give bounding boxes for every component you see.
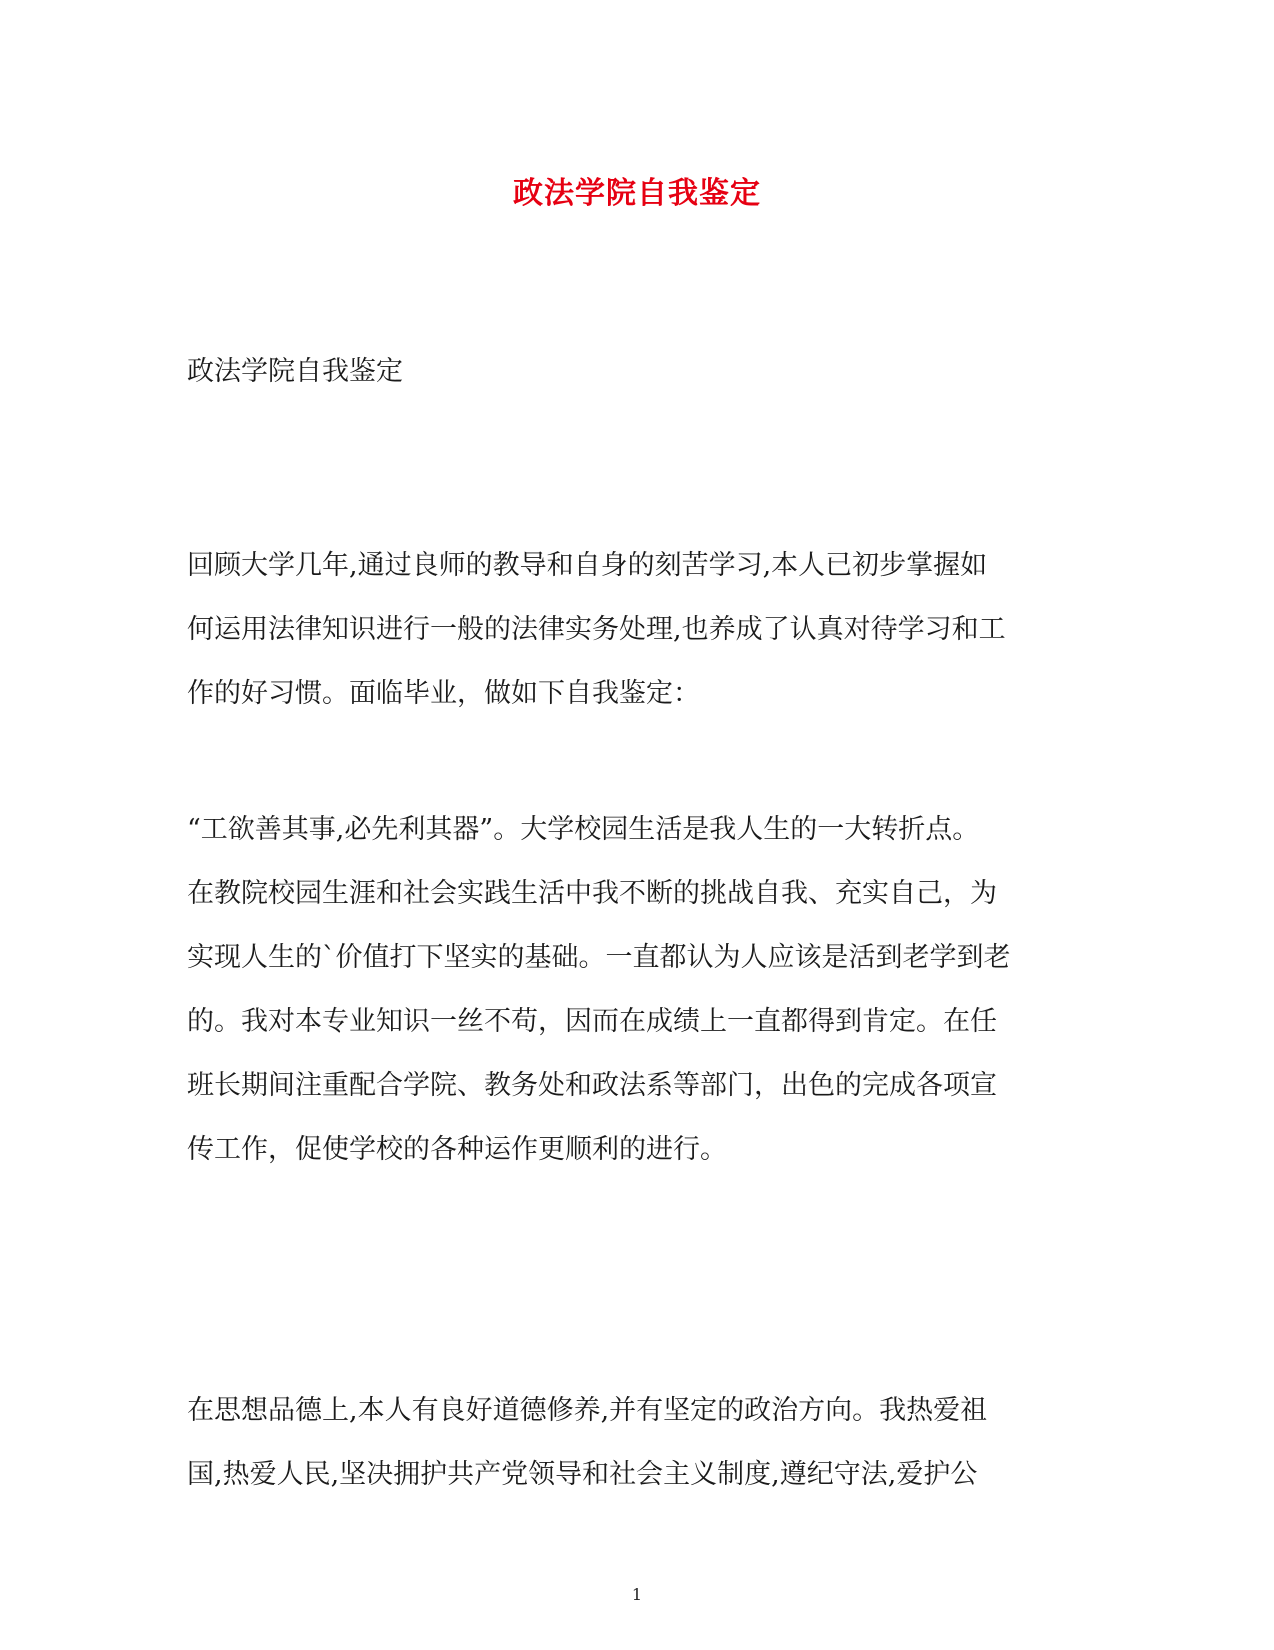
paragraph-morality bbox=[187, 1379, 1087, 1507]
paragraph-line: “工欲善其事,必先利其器”。大学校园生活是我人生的一大转折点。 bbox=[187, 814, 980, 845]
page-number: 1 bbox=[631, 1585, 643, 1604]
paragraph-study bbox=[187, 798, 1087, 1182]
paragraph-line: 在教院校园生涯和社会实践生活中我不断的挑战自我、充实自己，为 bbox=[187, 878, 997, 909]
paragraph-review bbox=[187, 534, 1087, 726]
paragraph-line: 国,热爱人民,坚决拥护共产党领导和社会主义制度,遵纪守法,爱护公 bbox=[187, 1459, 978, 1490]
paragraph-line: 传工作，促使学校的各种运作更顺利的进行。 bbox=[187, 1134, 727, 1165]
paragraph-line: 何运用法律知识进行一般的法律实务处理,也养成了认真对待学习和工 bbox=[187, 614, 1006, 645]
paragraph-line: 回顾大学几年,通过良师的教导和自身的刻苦学习,本人已初步掌握如 bbox=[187, 550, 988, 581]
paragraph-line: 在思想品德上,本人有良好道德修养,并有坚定的政治方向。我热爱祖 bbox=[187, 1395, 988, 1426]
paragraph-line: 的。我对本专业知识一丝不苟，因而在成绩上一直都得到肯定。在任 bbox=[187, 1006, 997, 1037]
document-subtitle: 政法学院自我鉴定 bbox=[187, 356, 403, 387]
paragraph-line: 作的好习惯。面临毕业，做如下自我鉴定： bbox=[187, 678, 700, 709]
paragraph-line: 班长期间注重配合学院、教务处和政法系等部门，出色的完成各项宣 bbox=[187, 1070, 997, 1101]
paragraph-line: 实现人生的`价值打下坚实的基础。一直都认为人应该是活到老学到老 bbox=[187, 942, 1011, 973]
document-title: 政法学院自我鉴定 bbox=[513, 176, 761, 211]
